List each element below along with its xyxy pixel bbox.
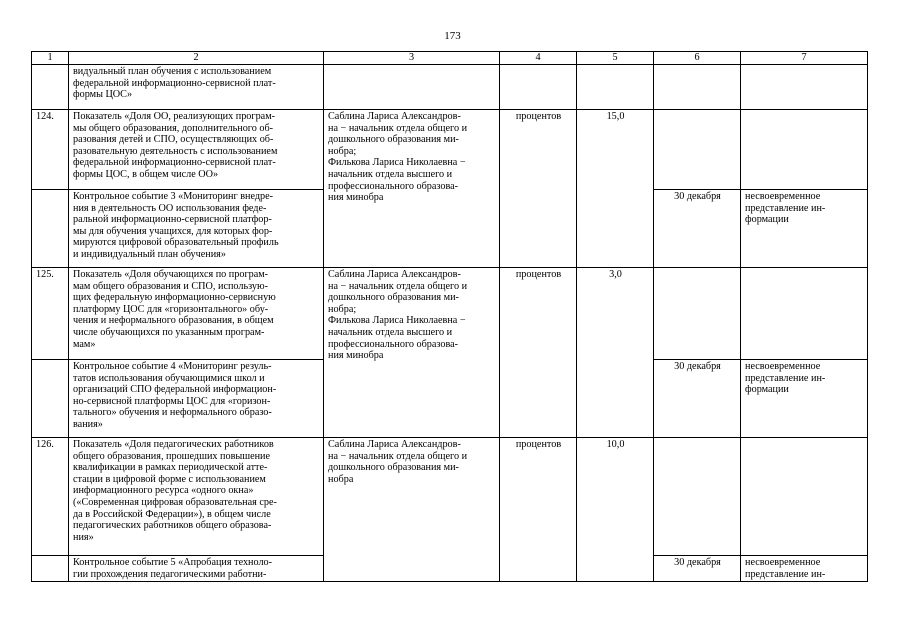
continuation-row <box>32 65 868 110</box>
unit-cell <box>500 65 577 110</box>
event-date: 30 декабря <box>654 360 741 438</box>
column-number: 3 <box>324 52 500 65</box>
responsible-cell: Саблина Лариса Александров- на − начальник отдела общего и дошкольного образования ми- нобра; Филькова Лариса Николаевна − начальник отдела высшего и профессионального образова- ния минобра <box>324 268 500 438</box>
date-cell <box>654 438 741 556</box>
plan-table <box>31 51 868 582</box>
row-number: 125. <box>32 268 69 360</box>
risk-cell <box>741 268 868 360</box>
indicator-row <box>32 110 868 190</box>
event-cell <box>69 190 324 268</box>
event-date: 30 декабря <box>654 556 741 582</box>
risk-cell <box>741 438 868 556</box>
indicator-text: Показатель «Доля обучающихся по програм- мам общего образования и СПО, использую- щих федеральную информационно-сервисную платформу ЦОС для «горизонтального» обу- чения и неформального образования, в общем числе обучающихся по указанным програм- мам» <box>73 269 276 350</box>
event-text: Контрольное событие 3 «Мониторинг внедре- ния в деятельность ОО использования феде- ральной информационно-сервисной платфор- мы для обучения учащихся, для которых фор- мируются цифровой образовательный профиль и индивидуальный план обучения» <box>73 191 279 260</box>
event-risk: несвоевременное представление ин- формации <box>741 190 868 268</box>
number-cell <box>32 190 69 268</box>
indicator-text: Показатель «Доля педагогических работников общего образования, прошедших повышение квалификации в рамках периодической атте- стации в цифровой форме с использованием информационного ресурса «одного окна» («Современная цифровая образовательная сре- да в Российской Федерации»), в общем числе педагогических работников общего образова- ния» <box>73 439 277 543</box>
responsible-cell <box>324 65 500 110</box>
number-cell <box>32 556 69 582</box>
risk-cell <box>741 110 868 190</box>
event-date: 30 декабря <box>654 190 741 268</box>
column-number-row <box>32 52 868 65</box>
responsible-cell: Саблина Лариса Александров- на − начальник отдела общего и дошкольного образования ми- нобра; Филькова Лариса Николаевна − начальник отдела высшего и профессионального образова- ния минобра <box>324 110 500 268</box>
number-cell <box>32 65 69 110</box>
value-cell <box>577 65 654 110</box>
row-number: 124. <box>32 110 69 190</box>
event-cell <box>69 360 324 438</box>
indicator-cell <box>69 110 324 190</box>
risk-cell <box>741 65 868 110</box>
unit-cell: процентов <box>500 438 577 582</box>
event-cell <box>69 556 324 582</box>
column-number: 4 <box>500 52 577 65</box>
value-cell: 3,0 <box>577 268 654 438</box>
indicator-text: видуальный план обучения с использованием федеральной информационно-сервисной плат- формы ЦОС» <box>73 66 276 101</box>
indicator-cell <box>69 438 324 556</box>
value-cell: 10,0 <box>577 438 654 582</box>
column-number: 5 <box>577 52 654 65</box>
page-number: 173 <box>444 30 461 42</box>
event-text: Контрольное событие 4 «Мониторинг резуль- татов использования обучающимися школ и организаций СПО федеральной информацион- но-сервисной платформы ЦОС для «горизон- тального» обучения и неформального образо- вания» <box>73 361 277 430</box>
column-number: 6 <box>654 52 741 65</box>
indicator-row <box>32 438 868 556</box>
indicator-cell <box>69 65 324 110</box>
indicator-text: Показатель «Доля ОО, реализующих програм- мы общего образования, дополнительного об- разования детей и СПО, осуществляющих об- разовательную деятельность с использованием федеральной информационно-сервисной плат- формы ЦОС, в общем числе ОО» <box>73 111 278 180</box>
row-number: 126. <box>32 438 69 556</box>
column-number: 2 <box>69 52 324 65</box>
date-cell <box>654 110 741 190</box>
event-risk: несвоевременное представление ин- <box>741 556 868 582</box>
column-number: 7 <box>741 52 868 65</box>
date-cell <box>654 268 741 360</box>
column-number: 1 <box>32 52 69 65</box>
indicator-row <box>32 268 868 360</box>
unit-cell: процентов <box>500 110 577 268</box>
event-risk: несвоевременное представление ин- формации <box>741 360 868 438</box>
unit-cell: процентов <box>500 268 577 438</box>
indicator-cell <box>69 268 324 360</box>
event-text: Контрольное событие 5 «Апробация техноло- гии прохождения педагогическими работни- <box>73 557 273 580</box>
value-cell: 15,0 <box>577 110 654 268</box>
date-cell <box>654 65 741 110</box>
responsible-cell: Саблина Лариса Александров- на − начальник отдела общего и дошкольного образования ми- нобра <box>324 438 500 582</box>
number-cell <box>32 360 69 438</box>
